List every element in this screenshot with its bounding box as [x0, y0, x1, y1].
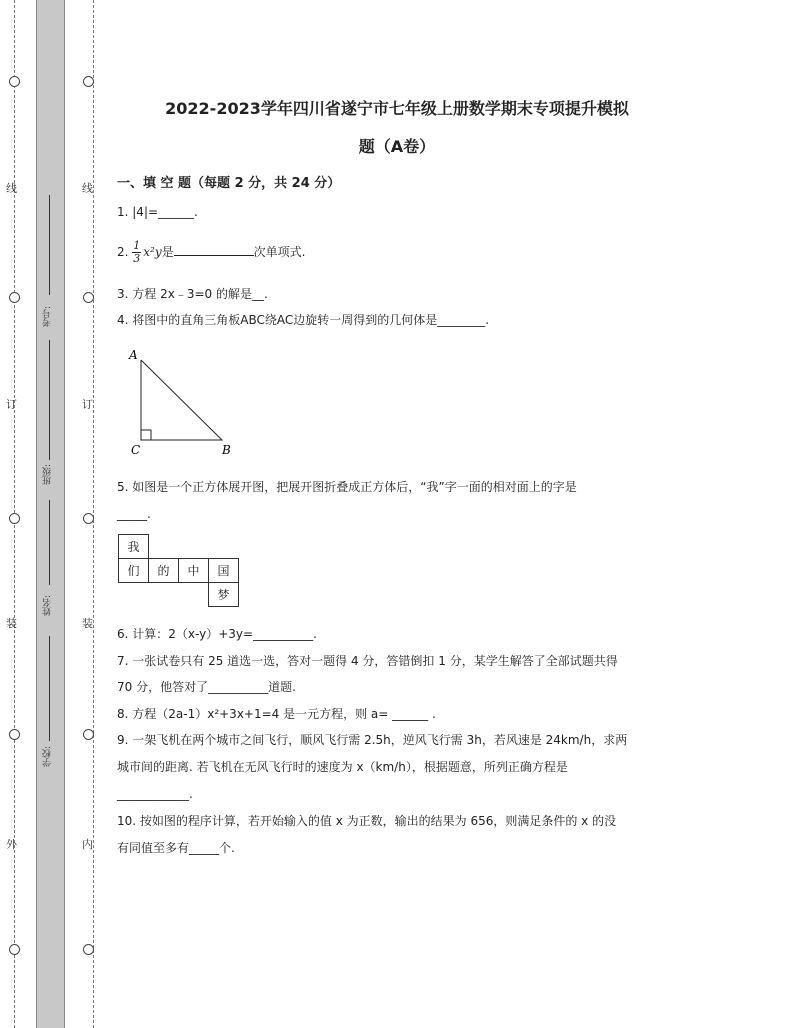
- net-cell: 国: [209, 559, 239, 583]
- binding-margin: [0, 0, 100, 1028]
- outer-cut-char: 线: [6, 182, 17, 195]
- page-title: 2022-2023学年四川省遂宁市七年级上册数学期末专项提升模拟: [165, 99, 629, 118]
- answer-blank[interactable]: [174, 243, 254, 256]
- question-3: 3. 方程 2x﹣3=0 的解是__.: [117, 287, 268, 301]
- vertex-c-label: C: [131, 443, 141, 457]
- question-1: 1. |4|=______.: [117, 205, 198, 219]
- binding-hole-icon: [83, 513, 94, 524]
- question-10: 10. 按如图的程序计算，若开始输入的值 x 为正数，输出的结果为 656，则满足条件的 x 的没: [117, 814, 617, 828]
- fraction: [132, 240, 141, 265]
- question-10-line2: 有同值至多有_____个.: [117, 841, 235, 855]
- question-7: 7. 一张试卷只有 25 道选一选，答对一题得 4 分，答错倒扣 1 分，某学生解答了全部试题共得: [117, 654, 618, 668]
- net-cell: 的: [149, 559, 179, 583]
- name-label: 姓名:: [43, 595, 53, 617]
- question-4: 4. 将图中的直角三角板ABC绕AC边旋转一周得到的几何体是________.: [117, 313, 490, 327]
- binding-hole-icon: [9, 729, 20, 740]
- question-number: 2.: [117, 245, 129, 259]
- binding-hole-icon: [83, 729, 94, 740]
- question-9: 9. 一架飞机在两个城市之间飞行，顺风飞行需 2.5h，逆风飞行需 3h，若风速是 24km/h，求两: [117, 733, 628, 747]
- outer-cut-char: 订: [6, 398, 17, 411]
- binding-hole-icon: [9, 513, 20, 524]
- question-8: 8. 方程（2a-1）x²+3x+1=4 是一元方程，则 a= ______ .: [117, 707, 436, 721]
- math-expression: x²y: [143, 245, 162, 259]
- question-9-blank: ____________.: [117, 787, 193, 801]
- class-label: 班级:: [43, 464, 53, 486]
- school-label: 学校:: [43, 746, 53, 768]
- net-cell: 我: [119, 535, 149, 559]
- vertex-a-label: A: [129, 348, 138, 362]
- question-text: 次单项式.: [253, 245, 306, 259]
- question-5-blank: _____.: [117, 507, 151, 521]
- binding-strip: [36, 0, 65, 1028]
- binding-hole-icon: [9, 944, 20, 955]
- right-triangle-figure: [126, 346, 236, 458]
- cube-net-figure: [118, 534, 239, 607]
- question-6: 6. 计算：2（x-y）+3y=__________.: [117, 627, 317, 641]
- inner-cut-char: 装: [82, 617, 93, 630]
- section-heading: 一、填 空 题（每题 2 分，共 24 分）: [117, 176, 341, 191]
- inner-cut-char: 内: [82, 838, 93, 851]
- inner-cut-char: 订: [82, 398, 93, 411]
- outer-cut-char: 装: [6, 617, 17, 630]
- vertex-b-label: B: [222, 443, 231, 457]
- binding-hole-icon: [9, 76, 20, 87]
- binding-hole-icon: [83, 292, 94, 303]
- binding-hole-icon: [9, 292, 20, 303]
- inner-dashed-line: [93, 0, 94, 1028]
- question-5: 5. 如图是一个正方体展开图，把展开图折叠成正方体后，“我”字一面的相对面上的字是: [117, 480, 577, 494]
- binding-hole-icon: [83, 76, 94, 87]
- name-blank[interactable]: [49, 500, 50, 585]
- exam-number-label: 考号:: [43, 306, 53, 328]
- exam-number-blank[interactable]: [49, 195, 50, 295]
- net-cell: 们: [119, 559, 149, 583]
- question-2: [117, 240, 305, 265]
- net-cell: 中: [179, 559, 209, 583]
- fraction-numerator: 1: [133, 239, 141, 252]
- question-7-line2: 70 分，他答对了__________道题.: [117, 680, 296, 694]
- binding-hole-icon: [83, 944, 94, 955]
- outer-cut-char: 外: [6, 838, 17, 851]
- page-title-line2: 题（A卷）: [358, 137, 436, 156]
- class-blank[interactable]: [49, 340, 50, 460]
- net-cell: 梦: [209, 583, 239, 607]
- question-text: 是: [161, 245, 174, 259]
- fraction-denominator: 3: [133, 252, 141, 265]
- inner-cut-char: 线: [82, 182, 93, 195]
- school-blank[interactable]: [49, 636, 50, 741]
- question-9-line2: 城市间的距离. 若飞机在无风飞行时的速度为 x（km/h），根据题意，所列正确方程是: [117, 760, 568, 774]
